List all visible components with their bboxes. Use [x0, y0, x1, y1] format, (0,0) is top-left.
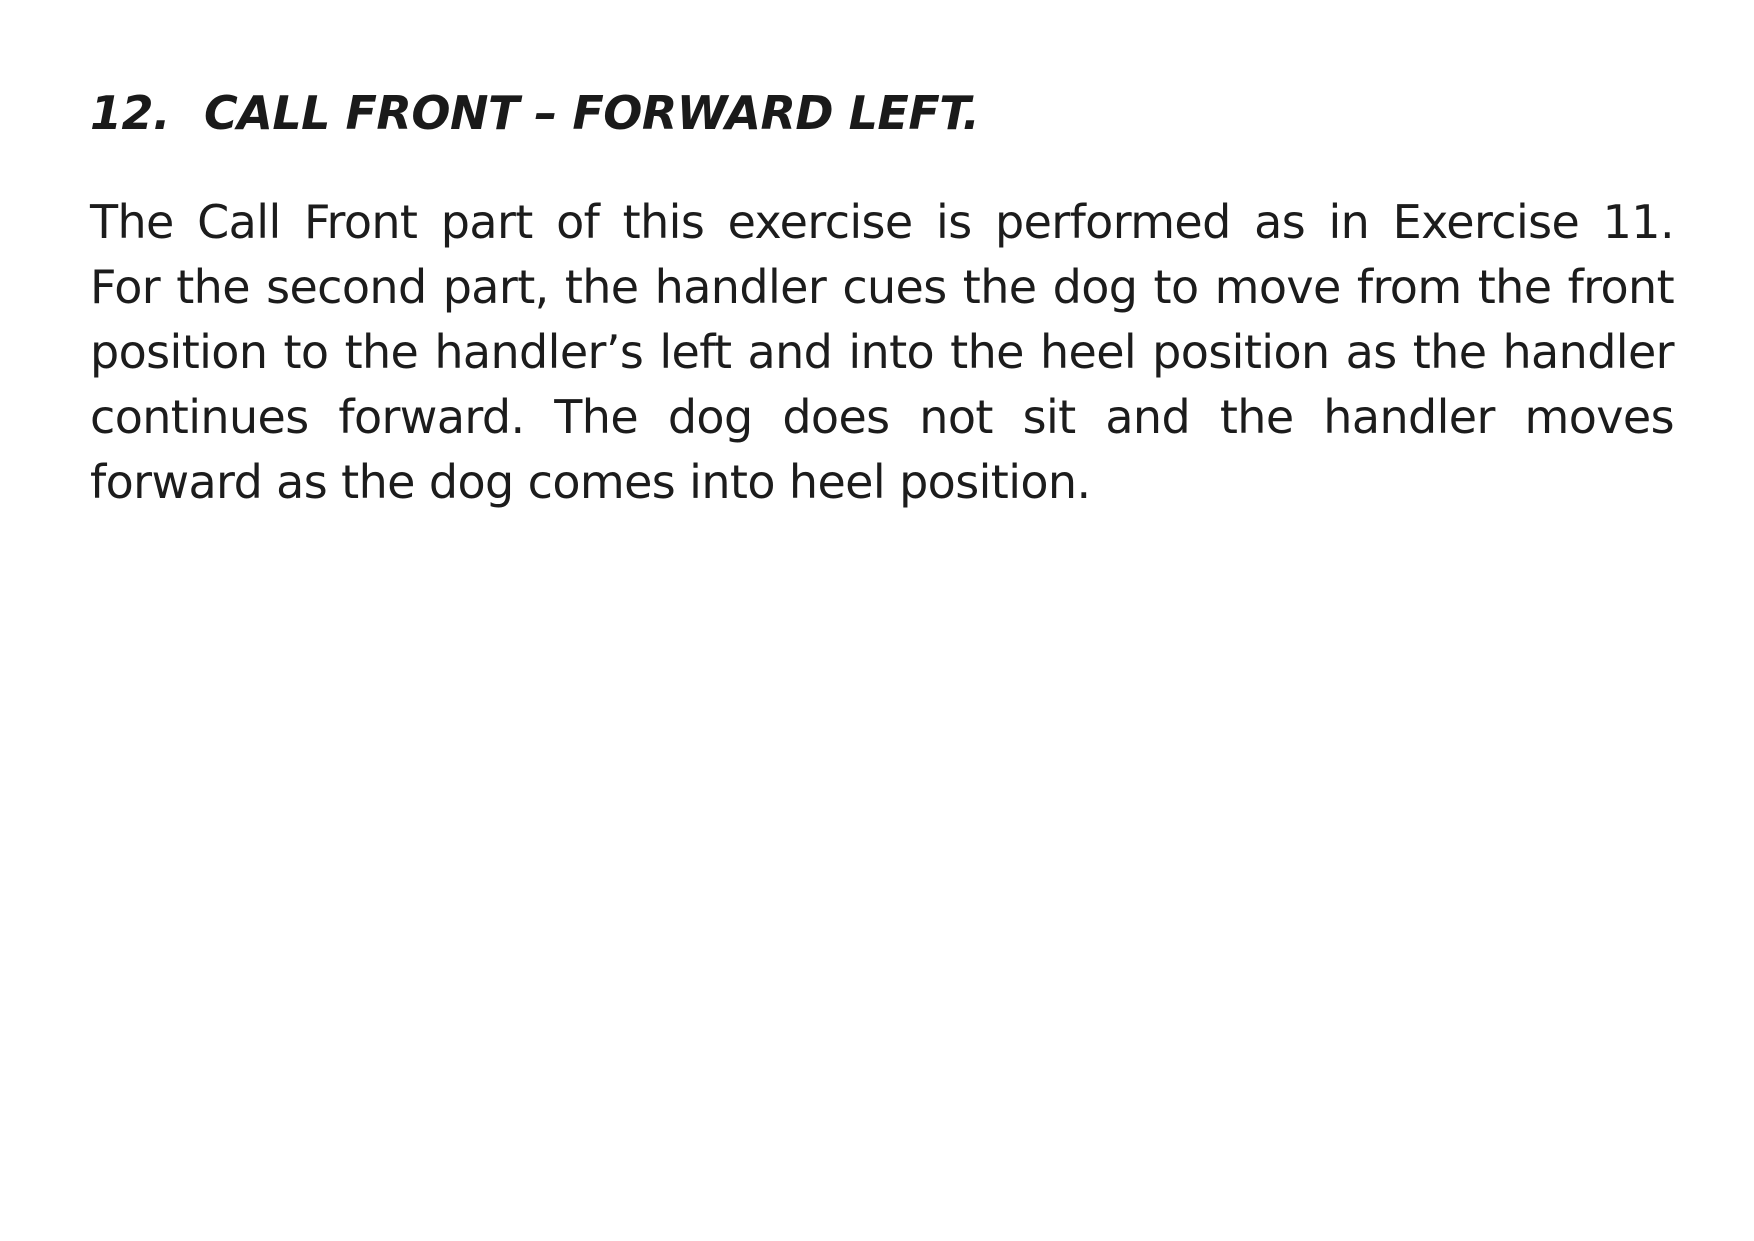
paragraph-line-2: For the second part, the handler cues the dog to move from the front [90, 260, 1674, 314]
paragraph-line-5: forward as the dog comes into heel position. [90, 455, 1091, 509]
section-heading [90, 78, 1674, 148]
section-number: 12. [90, 86, 170, 140]
paragraph-line-4: continues forward. The dog does not sit and the handler moves [90, 390, 1674, 444]
paragraph-line-1: The Call Front part of this exercise is performed as in Exercise 11. [90, 195, 1674, 249]
paragraph-line-3: position to the handler’s left and into the heel position as the handler [90, 325, 1674, 379]
body-paragraph [90, 190, 1674, 515]
page-content [90, 78, 1674, 515]
section-title: CALL FRONT – FORWARD LEFT. [204, 86, 980, 140]
